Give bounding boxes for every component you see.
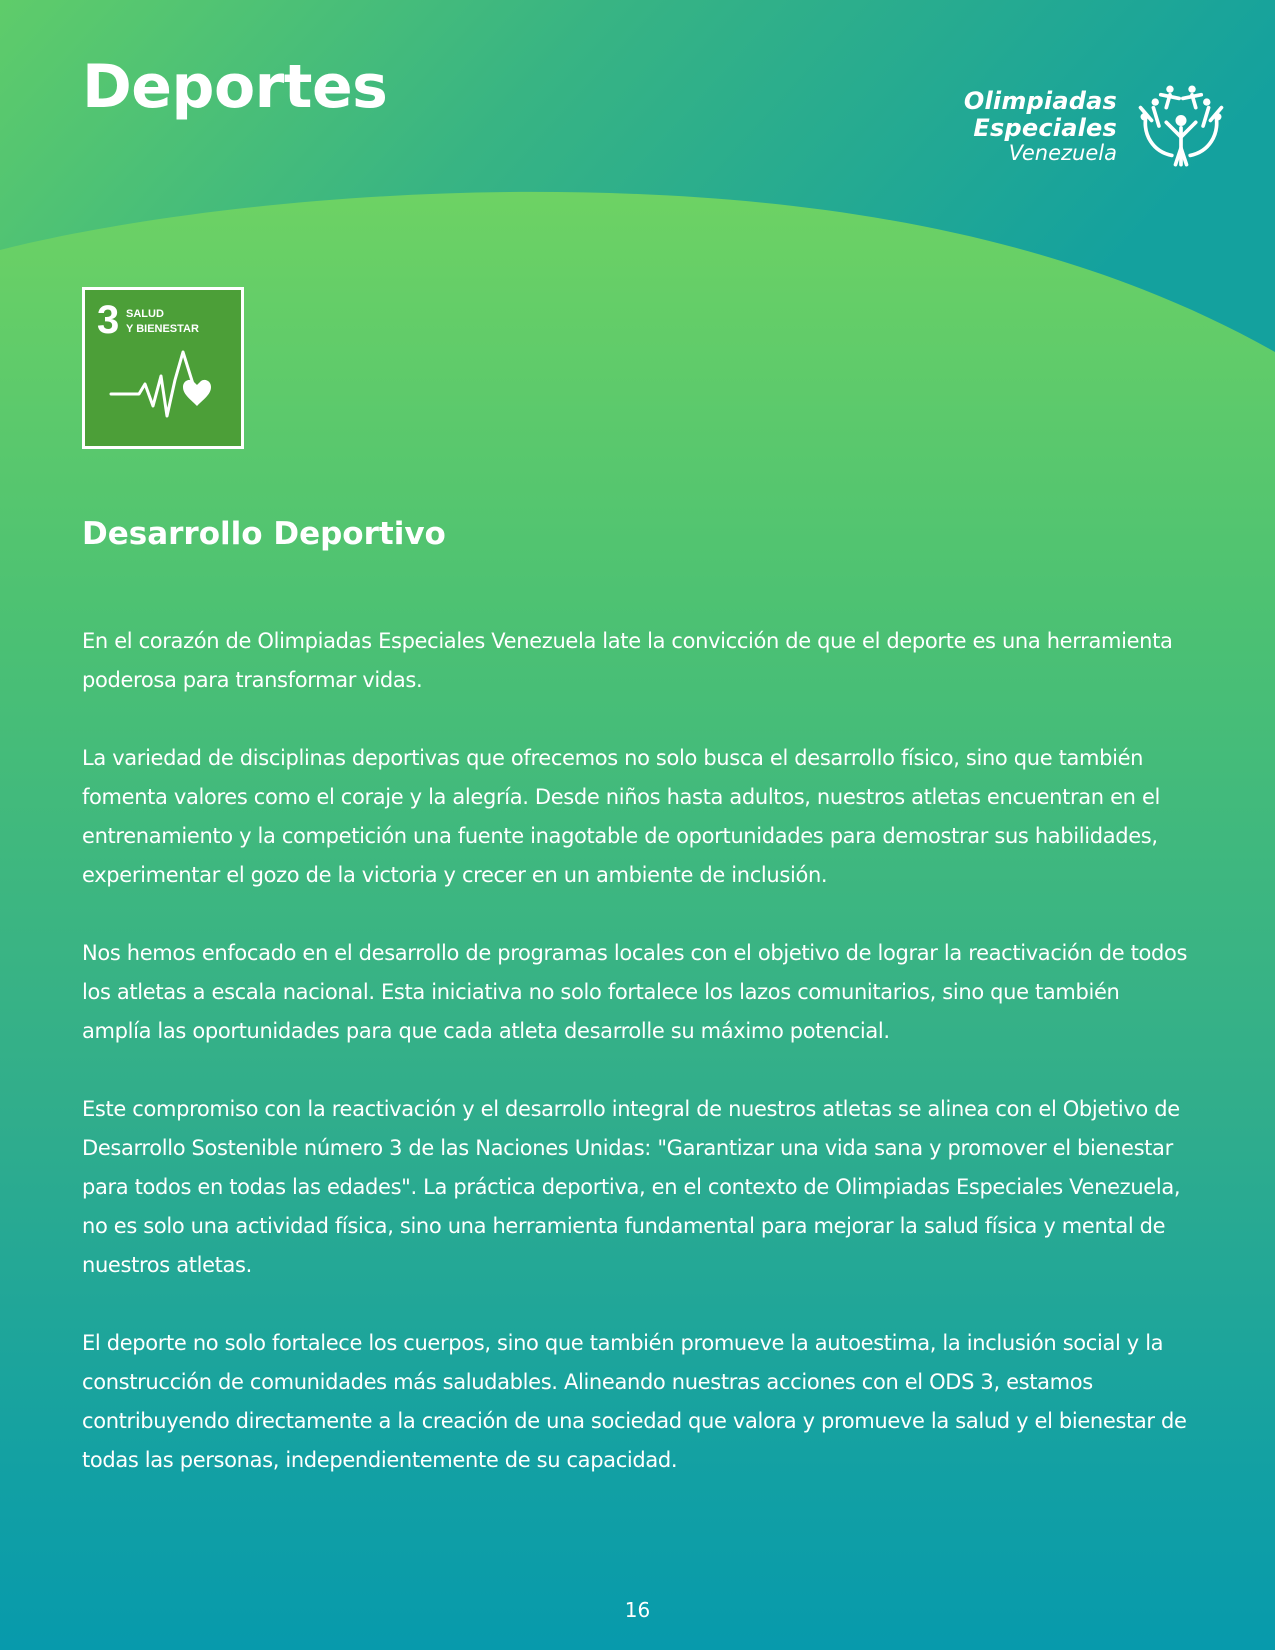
paragraph: La variedad de disciplinas deportivas que ofrecemos no solo busca el desarrollo físico, sino que también fomenta valores como el coraje y la alegría. Desde niños hasta adultos, nuestros atletas encuentran en el entrenamiento y la competición una fuente inagotable de oportunidades para demostrar sus habilidades, experimentar el gozo de la victoria y crecer en un ambiente de inclusión. xyxy=(82,746,1161,887)
paragraph: Nos hemos enfocado en el desarrollo de programas locales con el objetivo de lograr la reactivación de todos los atletas a escala nacional. Esta iniciativa no solo fortalece los lazos comunitarios, sino que también amplía las oportunidades para que cada atleta desarrolle su máximo potencial. xyxy=(82,941,1188,1043)
paragraph: En el corazón de Olimpiadas Especiales Venezuela late la convicción de que el deporte es una herramienta poderosa para transformar vidas. xyxy=(82,629,1173,692)
paragraph: El deporte no solo fortalece los cuerpos, sino que también promueve la autoestima, la inclusión social y la construcción de comunidades más saludables. Alineando nuestras acciones con el ODS 3, estamos contribuyendo directamente a la creación de una sociedad que valora y promueve la salud y el bienestar de todas las personas, independientemente de su capacidad. xyxy=(82,1331,1187,1472)
heartbeat-heart-icon xyxy=(109,350,217,422)
brand-line-olimpiadas: Olimpiadas xyxy=(963,86,1117,115)
sdg-label-line1: SALUD xyxy=(126,308,164,320)
page-title: Deportes xyxy=(82,52,388,122)
brand-line-especiales: Especiales xyxy=(973,113,1117,142)
paragraph: Este compromiso con la reactivación y el desarrollo integral de nuestros atletas se alinea con el Objetivo de Desarrollo Sostenible número 3 de las Naciones Unidas: "Garantizar una vida sana y promover el bienestar para todos en todas las edades". La práctica deportiva, en el contexto de Olimpiadas Especiales Venezuela, no es solo una actividad física, sino una herramienta fundamental para mejorar la salud física y mental de nuestros atletas. xyxy=(82,1097,1181,1277)
section-heading: Desarrollo Deportivo xyxy=(82,516,446,552)
sdg-number: 3 xyxy=(97,298,120,342)
special-olympics-logo-icon xyxy=(1135,80,1227,172)
brand-wordmark xyxy=(963,86,1117,165)
page-number: 16 xyxy=(624,1598,651,1622)
brand-logo xyxy=(964,80,1227,172)
sdg-label xyxy=(126,307,236,337)
brand-line-venezuela: Venezuela xyxy=(1008,140,1117,165)
sdg-label-line2: Y BIENESTAR xyxy=(126,323,199,335)
body-text xyxy=(82,622,1192,1519)
sdg-3-badge xyxy=(82,287,244,449)
